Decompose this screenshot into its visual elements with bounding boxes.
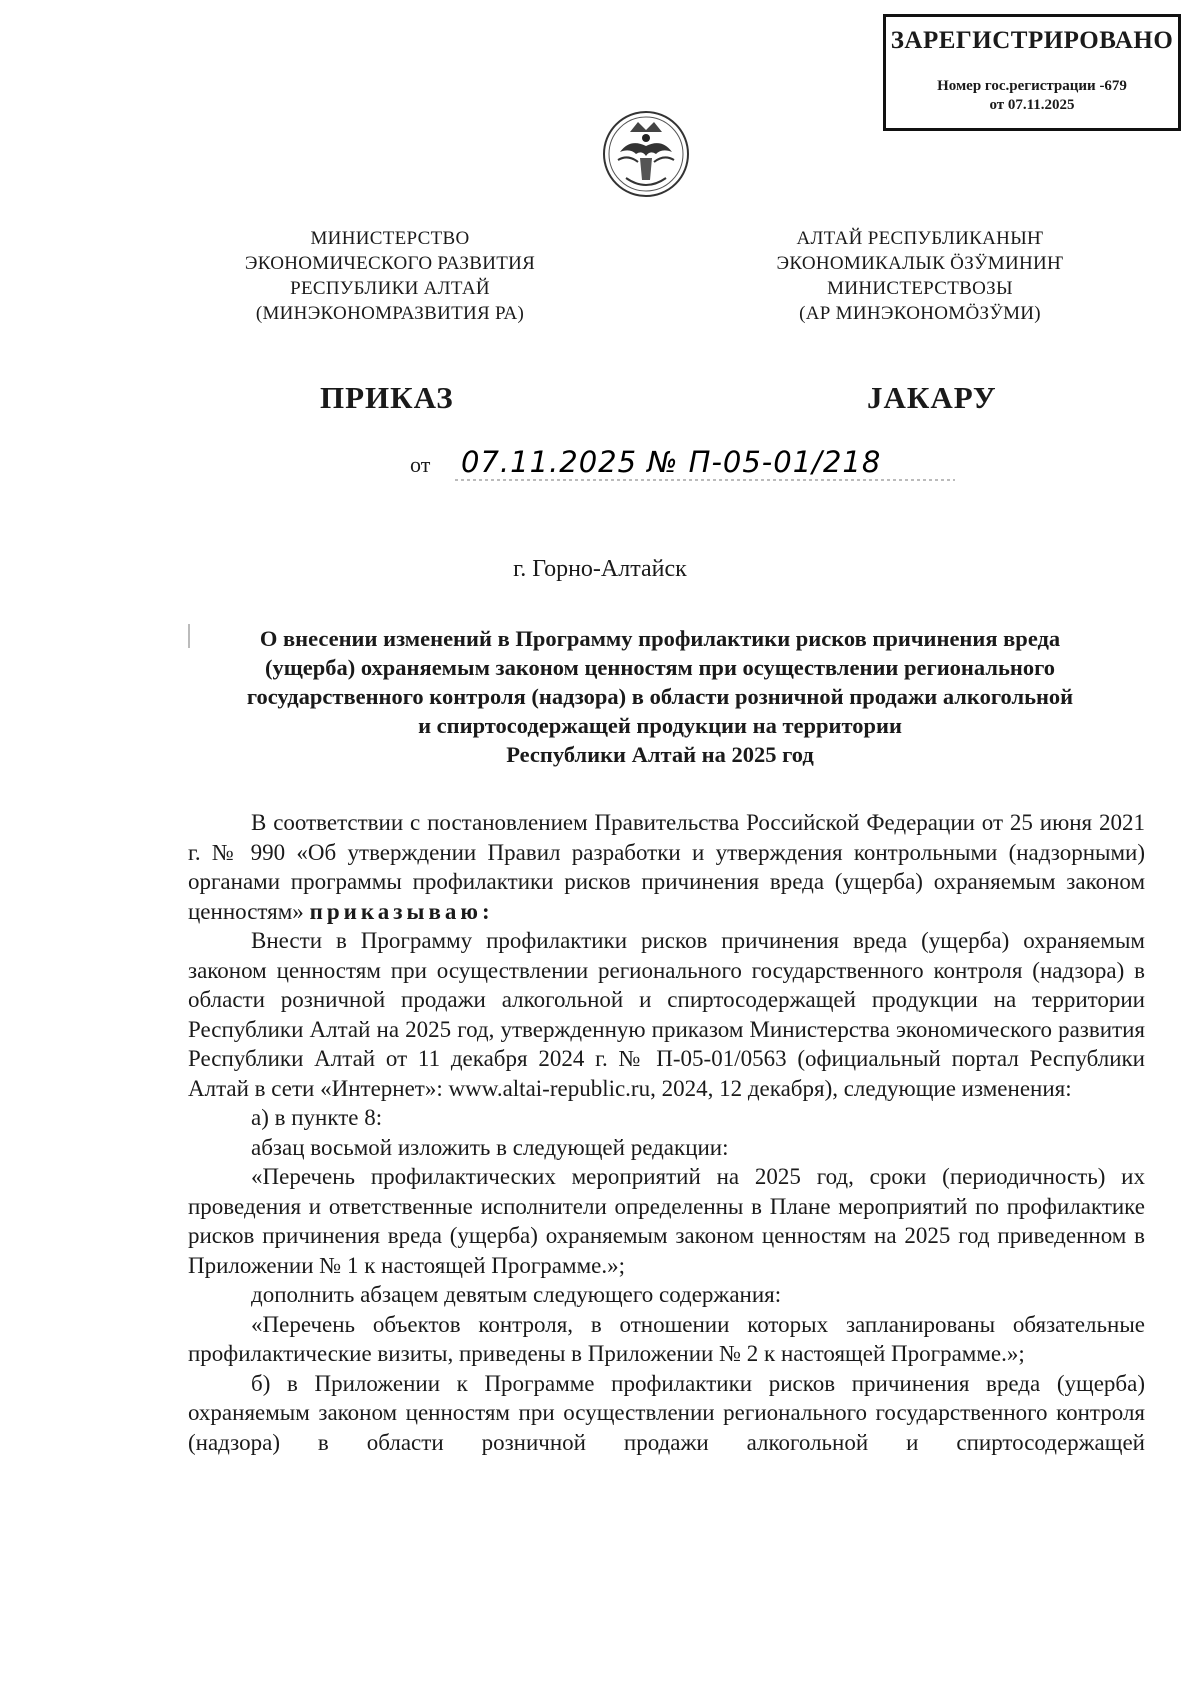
registration-stamp <box>883 14 1181 131</box>
body-paragraph: «Перечень объектов контроля, в отношении которых запланированы обязательные профилактические визиты, приведены в Приложении № 2 к настоящей Программе.»; <box>188 1311 1145 1366</box>
city-name: г. Горно-Алтайск <box>513 556 687 582</box>
body-paragraph: б) в Приложении к Программе профилактики рисков причинения вреда (ущерба) охраняемым законом ценностям при осуществлении регионального государственного контроля (надзора) в области розничной продажи алкогольной и спиртосодержащей <box>188 1370 1145 1455</box>
body-paragraph: а) в пункте 8: <box>251 1105 383 1130</box>
title-line: О внесении изменений в Программу профилактики рисков причинения вреда <box>259 626 1061 651</box>
handwritten-date-number <box>455 440 955 484</box>
header-left-line: (МИНЭКОНОМРАЗВИТИЯ РА) <box>255 303 525 324</box>
document-title <box>180 624 1140 769</box>
body-paragraph: Внести в Программу профилактики рисков причинения вреда (ущерба) охраняемым законом ценностям при осуществлении регионального государственного контроля (надзора) в области розничной продажи алкогольной и спиртосодержащей продукции на территории Республики Алтай на 2025 год, утвержденную приказом Министерства экономического развития Республики Алтай от 11 декабря 2024 г. № П-05-01/0563 (официальный портал Республики Алтай в сети «Интернет»: www.altai-republic.ru, 2024, 12 декабря), следующие изменения: <box>188 928 1145 1101</box>
preamble-text: В соответствии с постановлением Правительства Российской Федерации от 25 июня 2021 г. № 990 «Об утверждении Правил разработки и утверждения контрольными (надзорными) органами программы профилактики рисков причинения вреда (ущерба) охраняемым законом ценностям» <box>188 810 1145 924</box>
header-right-line: МИНИСТЕРСТВОЗЫ <box>827 278 1013 299</box>
order-verb: приказываю: <box>309 898 494 924</box>
body-paragraph <box>188 808 1145 926</box>
stamp-reg-number: Номер гос.регистрации -679 <box>937 78 1127 94</box>
title-line: государственного контроля (надзора) в области розничной продажи алкогольной <box>246 684 1074 709</box>
body-paragraph: абзац восьмой изложить в следующей редакции: <box>251 1134 729 1160</box>
title-line: и спиртосодержащей продукции на территории <box>418 713 902 738</box>
body-paragraph: «Перечень профилактических мероприятий на 2025 год, сроки (периодичность) их проведения и ответственные исполнители определенны в Плане мероприятий по профилактике рисков причинения вреда (ущерба) охраняемым законом ценностям на 2025 год приведенном в Приложении № 1 к настоящей Программе.»; <box>188 1164 1145 1278</box>
body-paragraph: дополнить абзацем девятым следующего содержания: <box>251 1282 782 1307</box>
title-line: (ущерба) охраняемым законом ценностям при осуществлении регионального <box>265 655 1055 680</box>
order-title-russian: ПРИКАЗ <box>320 380 454 415</box>
header-right-line: (АР МИНЭКОНОМӦЗӰМИ) <box>799 303 1041 324</box>
header-left-line: РЕСПУБЛИКИ АЛТАЙ <box>290 278 490 299</box>
header-left-line: ЭКОНОМИЧЕСКОГО РАЗВИТИЯ <box>244 253 536 274</box>
header-right-line: ЭКОНОМИКАЛЫК ӦЗӰМИНИҤ <box>776 253 1064 274</box>
document-body <box>188 808 1145 1457</box>
title-line: Республики Алтай на 2025 год <box>506 742 814 767</box>
handwritten-date-text: 07.11.2025 № П-05-01/218 <box>461 445 882 479</box>
order-title-altai: ЈАКАРУ <box>867 380 997 415</box>
ministry-header-altai <box>710 226 1130 326</box>
ministry-header-russian <box>190 226 590 326</box>
header-left-line: МИНИСТЕРСТВО <box>310 228 470 249</box>
stamp-reg-date: от 07.11.2025 <box>989 97 1075 113</box>
date-prefix: от <box>410 452 431 477</box>
header-right-line: АЛТАЙ РЕСПУБЛИКАНЫҤ <box>796 228 1044 249</box>
coat-of-arms-emblem <box>600 108 692 200</box>
stamp-title: ЗАРЕГИСТРИРОВАНО <box>890 27 1174 54</box>
